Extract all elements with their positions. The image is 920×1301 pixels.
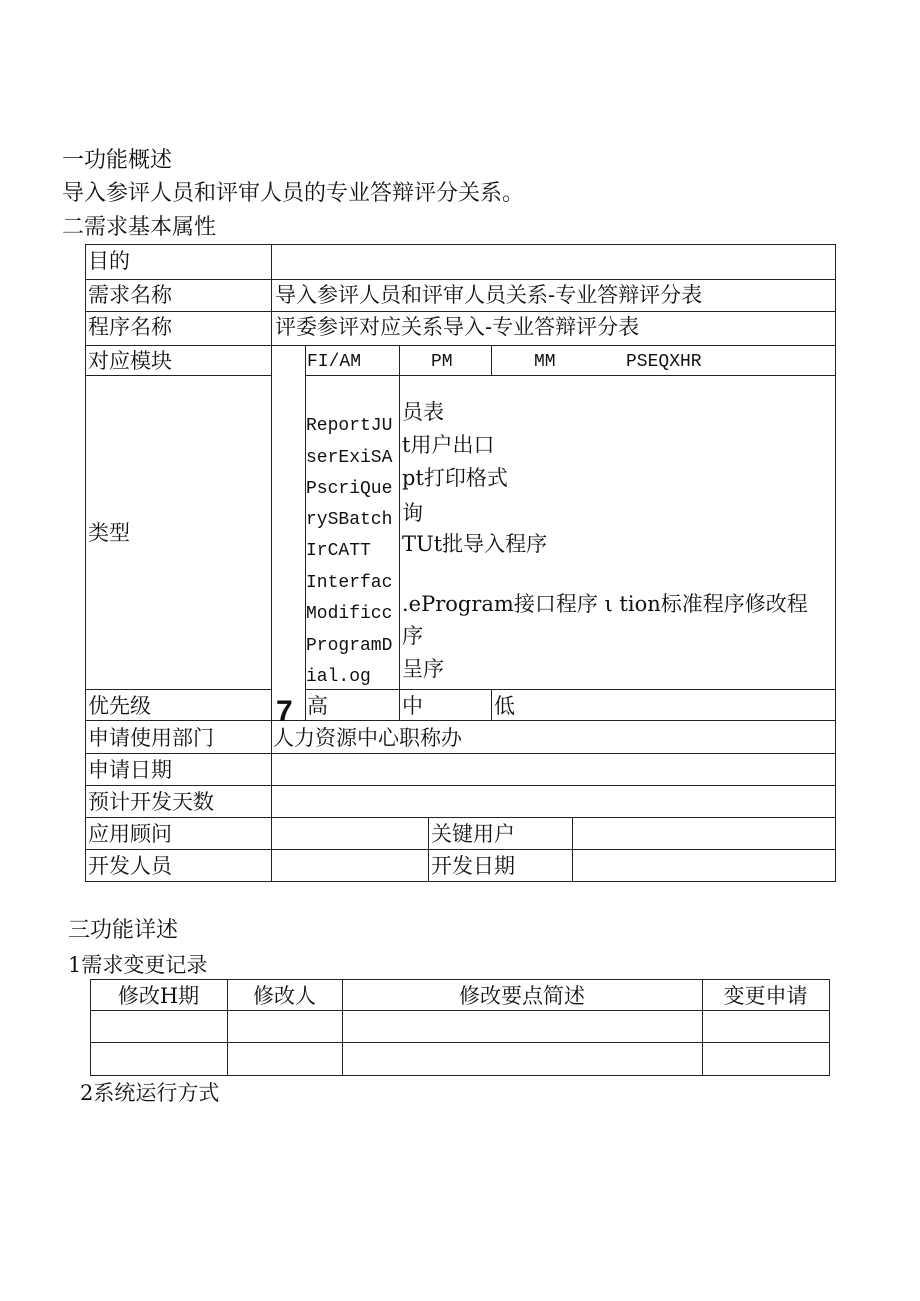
type-text-line: 员表 xyxy=(402,400,444,424)
column-header-modify-date: 修改H期 xyxy=(117,984,200,1008)
label-module: 对应模块 xyxy=(88,349,172,373)
section-heading-overview: 一功能概述 xyxy=(62,148,173,173)
label-dev-date: 开发日期 xyxy=(431,854,515,878)
priority-option-high[interactable]: 高 xyxy=(307,694,328,718)
subheading-change-log: 1需求变更记录 xyxy=(68,953,208,977)
column-header-modifier: 修改人 xyxy=(253,984,316,1008)
type-text-line: .eProgram接口程序 ι tion标准程序修改程 xyxy=(402,592,808,616)
label-purpose: 目的 xyxy=(88,249,130,273)
priority-option-low[interactable]: 低 xyxy=(494,694,515,718)
type-text-line: 询 xyxy=(402,501,423,525)
overview-text: 导入参评人员和评审人员的专业答辩评分关系。 xyxy=(62,181,525,206)
label-consultant: 应用顾问 xyxy=(88,822,172,846)
module-option-fi-am[interactable]: FI/AM xyxy=(307,352,362,372)
priority-mark: 7 xyxy=(276,695,293,728)
table-row[interactable] xyxy=(91,1011,829,1042)
type-code-line: IrCATT xyxy=(306,541,371,561)
label-requirement-name: 需求名称 xyxy=(88,283,172,307)
type-text-line: 序 xyxy=(402,624,423,648)
type-text-line: pt打印格式 xyxy=(402,466,508,490)
column-header-change-request: 变更申请 xyxy=(723,984,808,1008)
label-estimated-days: 预计开发天数 xyxy=(88,790,214,814)
type-text-line: TUt批导入程序 xyxy=(402,532,548,556)
type-code-line: Interfac xyxy=(306,573,393,593)
label-developer: 开发人员 xyxy=(88,854,172,878)
value-department[interactable]: 人力资源中心职称办 xyxy=(273,726,462,750)
column-header-summary: 修改要点简述 xyxy=(459,984,585,1008)
section-heading-attributes: 二需求基本属性 xyxy=(62,215,217,240)
section-heading-details: 三功能详述 xyxy=(68,918,179,943)
label-request-date: 申请日期 xyxy=(88,758,172,782)
label-department: 申请使用部门 xyxy=(88,726,214,750)
priority-option-medium[interactable]: 中 xyxy=(402,694,423,718)
module-option-mm[interactable]: MM xyxy=(534,352,556,372)
value-requirement-name[interactable]: 导入参评人员和评审人员关系-专业答辩评分表 xyxy=(275,283,703,307)
type-code-line: ProgramD xyxy=(306,636,393,656)
type-code-line: serExiSA xyxy=(306,448,393,468)
type-code-line: rySBatch xyxy=(306,510,393,530)
module-option-other[interactable]: PSEQXHR xyxy=(626,352,702,372)
type-code-line: ial.og xyxy=(306,667,371,687)
label-priority: 优先级 xyxy=(88,694,151,718)
type-text-line: t用户出口 xyxy=(402,433,495,457)
label-key-user: 关键用户 xyxy=(431,822,515,846)
subheading-run-mode: 2系统运行方式 xyxy=(80,1081,220,1105)
table-row[interactable] xyxy=(91,1043,829,1075)
module-option-pm[interactable]: PM xyxy=(431,352,453,372)
label-program-name: 程序名称 xyxy=(88,315,172,339)
type-code-line: ReportJU xyxy=(306,416,393,436)
type-code-line: Modificc xyxy=(306,604,393,624)
value-program-name[interactable]: 评委参评对应关系导入-专业答辩评分表 xyxy=(275,315,640,339)
type-code-line: PscriQue xyxy=(306,479,393,499)
label-type: 类型 xyxy=(88,521,130,545)
type-text-line: 呈序 xyxy=(402,657,444,681)
